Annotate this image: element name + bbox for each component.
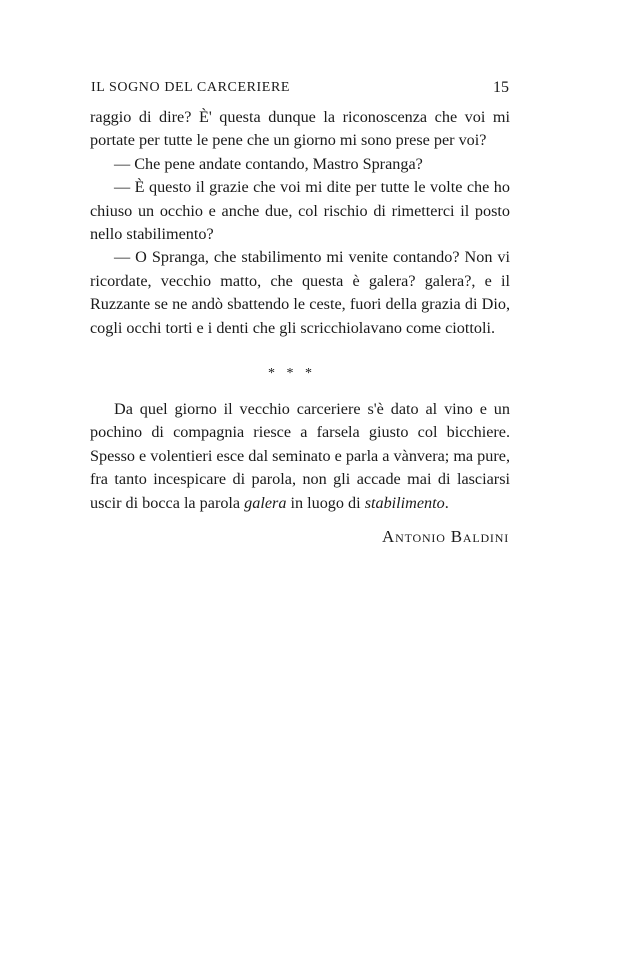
closing-text-c: . xyxy=(444,493,449,512)
section-separator: * * * xyxy=(268,366,316,381)
dialogue-block xyxy=(90,106,510,340)
paragraph-closing xyxy=(90,398,510,515)
paragraph-continuation: raggio di dire? È' questa dunque la riconoscenza che voi mi portate per tutte le pene che un giorno mi sono prese per voi? xyxy=(90,108,510,150)
running-title: IL SOGNO DEL CARCERIERE xyxy=(91,80,291,95)
closing-text-a: Da quel giorno il vecchio carceriere s'è dato al vino e un pochino di compagnia riesce a farsela giusto col bicchiere. Spesso e volentieri esce dal seminato e parla a vànvera; ma pure, fra tanto incespicare di parola, non gli accade mai di lasciarsi uscir di bocca la parola xyxy=(90,400,510,512)
closing-block xyxy=(90,398,510,515)
emphasis-galera: galera xyxy=(244,493,287,512)
paragraph-dialogue-3: — O Spranga, che stabilimento mi venite contando? Non vi ricordate, vecchio matto, che questa è galera? galera?, e il Ruzzante se ne andò sbattendo le ceste, fuori della grazia di Dio, cogli occhi torti e i denti che gli scricchiolavano come ciottoli. xyxy=(90,248,510,337)
paragraph-dialogue-2: — È questo il grazie che voi mi dite per tutte le volte che ho chiuso un occhio e anche due, col rischio di rimetterci il posto nello stabilimento? xyxy=(90,178,510,244)
page-number: 15 xyxy=(493,79,509,96)
emphasis-stabilimento: stabilimento xyxy=(364,493,445,512)
running-head xyxy=(91,80,509,102)
closing-text-b: in luogo di xyxy=(290,493,361,512)
paragraph-dialogue-1: — Che pene andate contando, Mastro Spranga? xyxy=(114,154,423,173)
author-signature: Antonio Baldini xyxy=(382,527,509,546)
